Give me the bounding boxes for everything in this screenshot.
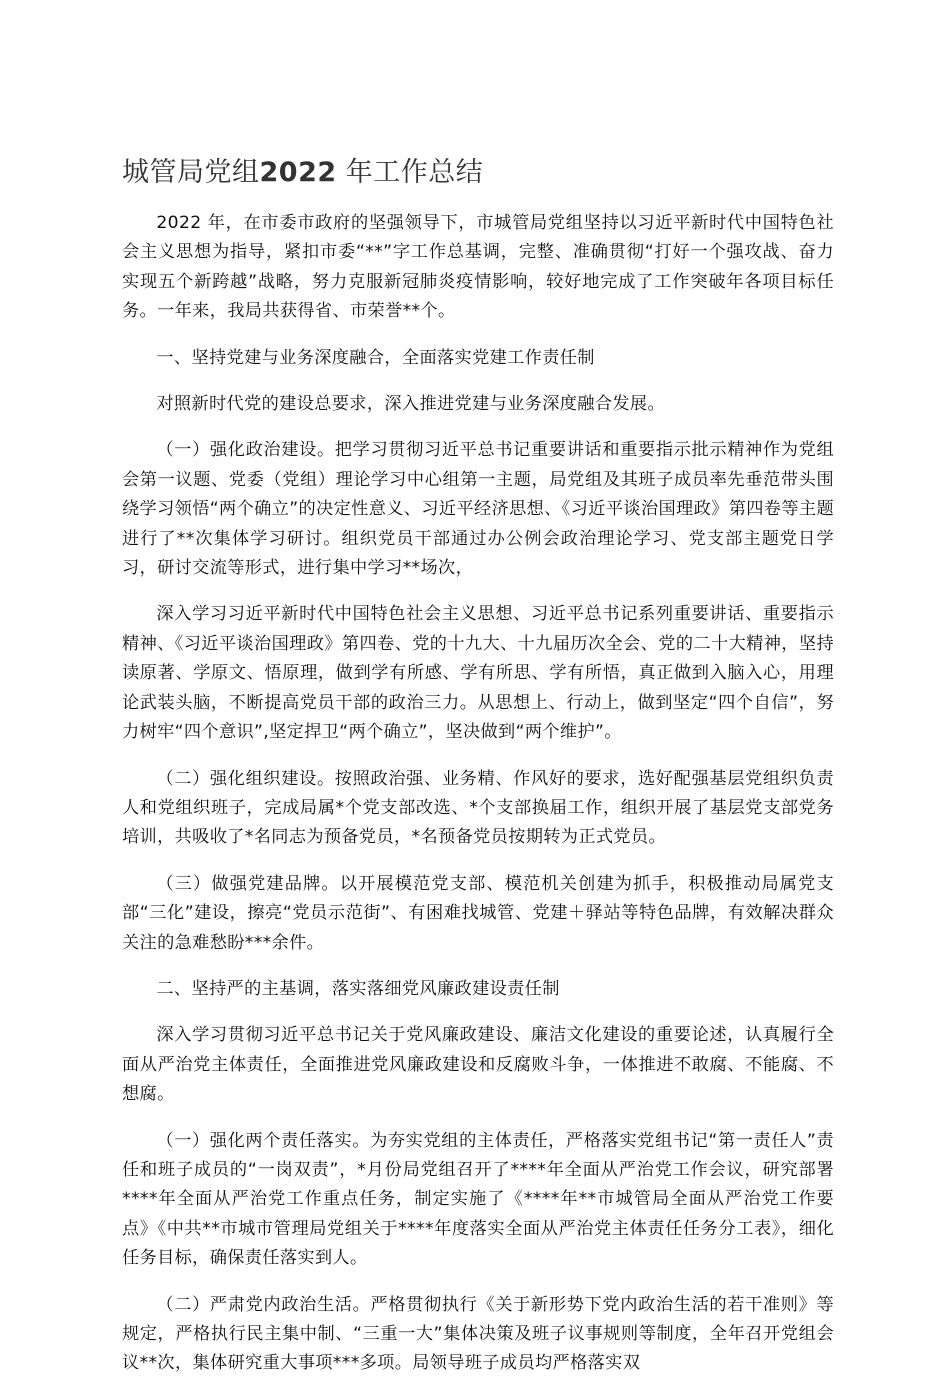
- document-body: [122, 209, 834, 1396]
- title-prefix: 城管局党组: [122, 157, 260, 188]
- title-year: 2022: [259, 157, 337, 188]
- section-heading-1: 一、坚持党建与业务深度融合，全面落实党建工作责任制: [156, 347, 595, 368]
- body-paragraph: （三）做强党建品牌。以开展模范党支部、模范机关创建为抓手，积极推动局属党支部“三化”建设，擦亮“党员示范街”、有困难找城管、党建＋驿站等特色品牌，有效解决群众关注的急难愁盼***余件。: [122, 873, 834, 953]
- document-title: [122, 150, 483, 189]
- body-paragraph: 深入学习贯彻习近平总书记关于党风廉政建设、廉洁文化建设的重要论述，认真履行全面从严治党主体责任，全面推进党风廉政建设和反腐败斗争，一体推进不敢腐、不能腐、不想腐。: [122, 1025, 834, 1105]
- section-heading-2: 二、坚持严的主基调，落实落细党风廉政建设责任制: [156, 978, 560, 999]
- body-paragraph: （一）强化两个责任落实。为夯实党组的主体责任，严格落实党组书记“第一责任人”责任和班子成员的“一岗双责”，*月份局党组召开了****年全面从严治党工作会议，研究部署****年全面从严治党工作重点任务，制定实施了《****年**市城管局全面从严治党工作要点》《中共**市城市管理局党组关于****年度落实全面从严治党主体责任任务分工表》，细化任务目标，确保责任落实到人。: [122, 1130, 834, 1269]
- body-paragraph: 深入学习习近平新时代中国特色社会主义思想、习近平总书记系列重要讲话、重要指示精神、《习近平谈治国理政》第四卷、党的十九大、十九届历次全会、党的二十大精神，坚持读原著、学原文、悟原理，做到学有所感、学有所思、学有所悟，真正做到入脑入心，用理论武装头脑，不断提高党员干部的政治三力。从思想上、行动上，做到坚定“四个自信”，努力树牢“四个意识”,坚定捍卫“两个确立”，坚决做到“两个维护”。: [122, 604, 834, 743]
- body-paragraph: （二）严肃党内政治生活。严格贯彻执行《关于新形势下党内政治生活的若干准则》等规定，严格执行民主集中制、“三重一大”集体决策及班子议事规则等制度，全年召开党组会议**次，集体研究重大事项***多项。局领导班子成员均严格落实双: [122, 1294, 834, 1374]
- body-paragraph: （二）强化组织建设。按照政治强、业务精、作风好的要求，选好配强基层党组织负责人和党组织班子，完成局属*个党支部改选、*个支部换届工作，组织开展了基层党支部党务培训，共吸收了*名同志为预备党员，*名预备党员按期转为正式党员。: [122, 768, 834, 848]
- body-paragraph: （一）强化政治建设。把学习贯彻习近平总书记重要讲话和重要指示批示精神作为党组会第一议题、党委（党组）理论学习中心组第一主题，局党组及其班子成员率先垂范带头围绕学习领悟“两个确立”的决定性意义、习近平经济思想、《习近平谈治国理政》第四卷等主题进行了**次集体学习研讨。组织党员干部通过办公例会政治理论学习、党支部主题党日学习，研讨交流等形式，进行集中学习**场次，: [122, 440, 834, 579]
- body-paragraph: 对照新时代党的建设总要求，深入推进党建与业务深度融合发展。: [156, 394, 665, 415]
- title-suffix: 年工作总结: [336, 157, 484, 188]
- intro-paragraph: 2022 年，在市委市政府的坚强领导下，市城管局党组坚持以习近平新时代中国特色社会主义思想为指导，紧扣市委“**”字工作总基调，完整、准确贯彻“打好一个强攻战、奋力实现五个新跨越”战略，努力克服新冠肺炎疫情影响，较好地完成了工作突破年各项目标任务。一年来，我局共获得省、市荣誉**个。: [122, 213, 834, 322]
